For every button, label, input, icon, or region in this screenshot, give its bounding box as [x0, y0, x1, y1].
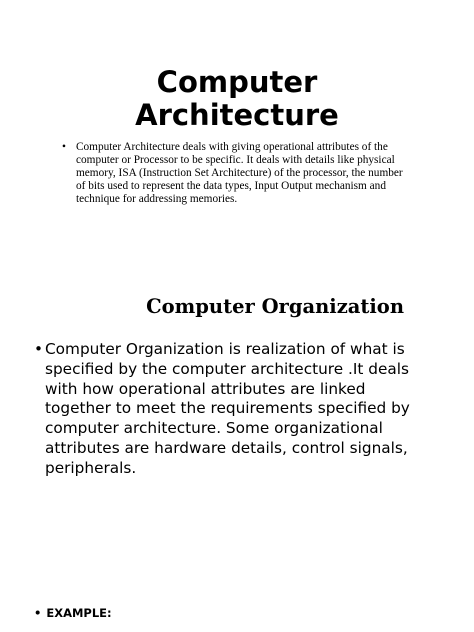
bullet-dot: • [62, 141, 66, 153]
example-label: EXAMPLE: [46, 606, 112, 620]
section-title: Computer Organization [146, 295, 404, 318]
cutoff-text-fragment [44, 623, 464, 632]
organization-bullet [34, 340, 434, 479]
bullet-dot: • [34, 340, 44, 358]
example-bullet [34, 604, 112, 622]
title-line-1: Computer [156, 65, 318, 99]
organization-description: Computer Organization is realization of what is specified by the computer architecture .It deals with how operational attributes are linked together to meet the requirements specified by computer architecture. Some organizational attributes are hardware details, control signals, peripherals. [45, 340, 410, 477]
architecture-description: Computer Architecture deals with giving operational attributes of the computer or Processor to be specific. It deals with details like physical memory, ISA (Instruction Set Architecture) of the processor, the number of bits used to represent the data types, Input Output mechanism and technique for addressing memories. [76, 141, 403, 205]
slide-title [0, 66, 474, 132]
architecture-bullet [62, 141, 412, 206]
bullet-dot: • [34, 606, 42, 620]
title-line-2: Architecture [135, 98, 339, 132]
